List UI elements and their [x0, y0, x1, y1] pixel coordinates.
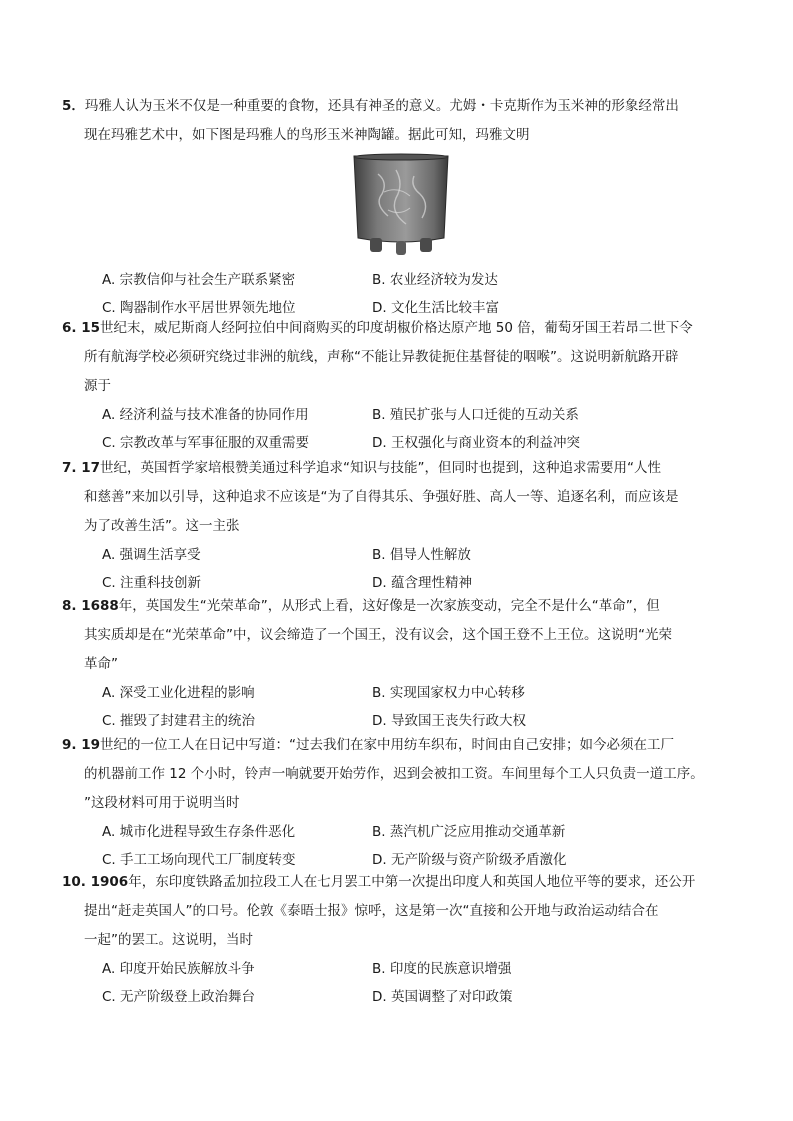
option-d[interactable]: D. 蕴含理性精神: [372, 575, 472, 591]
option-c[interactable]: C. 注重科技创新: [102, 575, 202, 591]
option-a[interactable]: A. 强调生活享受: [102, 547, 201, 563]
maya-vessel-image: [62, 152, 732, 260]
question-stem-line: 提出“赶走英国人”的口号。伦敦《泰晤士报》惊呼，这是第一次“直接和公开地与政治运动结合在: [84, 903, 659, 919]
question-stem-line: 7. 17世纪，英国哲学家培根赞美通过科学追求“知识与技能”，但同时也提到，这种追求需要用“人性: [62, 460, 661, 476]
question-number: 6. 15: [62, 320, 101, 336]
question-stem-line: 9. 19世纪的一位工人在日记中写道：“过去我们在家中用纺车织布，时间由自己安排；如今必须在工厂: [62, 737, 675, 753]
question-stem-line: 的机器前工作 12 个小时，铃声一响就要开始劳作，迟到会被扣工资。车间里每个工人只负责一道工序。: [84, 766, 704, 782]
option-b[interactable]: B. 殖民扩张与人口迁徙的互动关系: [372, 407, 579, 423]
option-b[interactable]: B. 蒸汽机广泛应用推动交通革新: [372, 824, 566, 840]
question-number: 5．: [62, 98, 85, 114]
question-stem-line: 一起”的罢工。这说明，当时: [84, 932, 253, 948]
question-number: 9. 19: [62, 737, 101, 753]
option-d[interactable]: D. 导致国王丧失行政大权: [372, 713, 526, 729]
option-a[interactable]: A. 城市化进程导致生存条件恶化: [102, 824, 296, 840]
option-c[interactable]: C. 摧毁了封建君主的统治: [102, 713, 256, 729]
question-10: [62, 868, 732, 1011]
question-stem-line: ”这段材料可用于说明当时: [84, 795, 240, 811]
options-row: [62, 541, 732, 569]
question-stem-line: 和慈善”来加以引导，这种追求不应该是“为了自得其乐、争强好胜、高人一等、追逐名利，而应该是: [84, 489, 679, 505]
option-c[interactable]: C. 无产阶级登上政治舞台: [102, 989, 256, 1005]
question-stem-line: 源于: [84, 378, 111, 394]
option-b[interactable]: B. 印度的民族意识增强: [372, 961, 512, 977]
option-c[interactable]: C. 宗教改革与军事征服的双重需要: [102, 435, 310, 451]
question-stem-line: 5．玛雅人认为玉米不仅是一种重要的食物，还具有神圣的意义。尤姆・卡克斯作为玉米神的形象经常出: [62, 98, 679, 114]
options-row: [62, 401, 732, 429]
option-d[interactable]: D. 英国调整了对印政策: [372, 989, 513, 1005]
question-6: [62, 314, 732, 457]
question-stem-line: 所有航海学校必须研究绕过非洲的航线，声称“不能让异教徒扼住基督徒的咽喉”。这说明新航路开辟: [84, 349, 679, 365]
question-9: [62, 731, 732, 874]
option-c[interactable]: C. 陶器制作水平居世界领先地位: [102, 300, 296, 316]
options-row: [62, 818, 732, 846]
question-5: [62, 92, 732, 322]
option-d[interactable]: D. 无产阶级与资产阶级矛盾激化: [372, 852, 567, 868]
options-row: [62, 266, 732, 294]
question-stem-line: 现在玛雅艺术中，如下图是玛雅人的鸟形玉米神陶罐。据此可知，玛雅文明: [84, 127, 530, 143]
question-8: [62, 592, 732, 735]
question-number: 10. 1906: [62, 874, 129, 890]
option-b[interactable]: B. 农业经济较为发达: [372, 272, 498, 288]
question-stem-line: 其实质却是在“光荣革命”中，议会缔造了一个国王，没有议会，这个国王登不上王位。这说明“光荣: [84, 627, 672, 643]
options-row: [62, 955, 732, 983]
question-stem-line: 10. 1906年，东印度铁路孟加拉段工人在七月罢工中第一次提出印度人和英国人地位平等的要求，还公开: [62, 874, 696, 890]
options-row: [62, 679, 732, 707]
option-a[interactable]: A. 印度开始民族解放斗争: [102, 961, 255, 977]
option-b[interactable]: B. 实现国家权力中心转移: [372, 685, 525, 701]
question-stem-line: 8. 1688年，英国发生“光荣革命”，从形式上看，这好像是一次家族变动，完全不是什么“革命”，但: [62, 598, 660, 614]
option-d[interactable]: D. 文化生活比较丰富: [372, 300, 499, 316]
option-d[interactable]: D. 王权强化与商业资本的利益冲突: [372, 435, 580, 451]
maya-vessel-picture: [348, 152, 454, 260]
option-c[interactable]: C. 手工工场向现代工厂制度转变: [102, 852, 296, 868]
question-stem-line: 革命”: [84, 656, 118, 672]
question-stem-line: 为了改善生活”。这一主张: [84, 518, 240, 534]
question-7: [62, 454, 732, 597]
option-a[interactable]: A. 经济利益与技术准备的协同作用: [102, 407, 309, 423]
options-row: [62, 429, 732, 457]
option-b[interactable]: B. 倡导人性解放: [372, 547, 471, 563]
question-stem-line: 6. 15世纪末，威尼斯商人经阿拉伯中间商购买的印度胡椒价格达原产地 50 倍，葡萄牙国王若昂二世下令: [62, 320, 693, 336]
question-number: 8. 1688: [62, 598, 119, 614]
question-number: 7. 17: [62, 460, 101, 476]
option-a[interactable]: A. 深受工业化进程的影响: [102, 685, 255, 701]
options-row: [62, 983, 732, 1011]
option-a[interactable]: A. 宗教信仰与社会生产联系紧密: [102, 272, 296, 288]
